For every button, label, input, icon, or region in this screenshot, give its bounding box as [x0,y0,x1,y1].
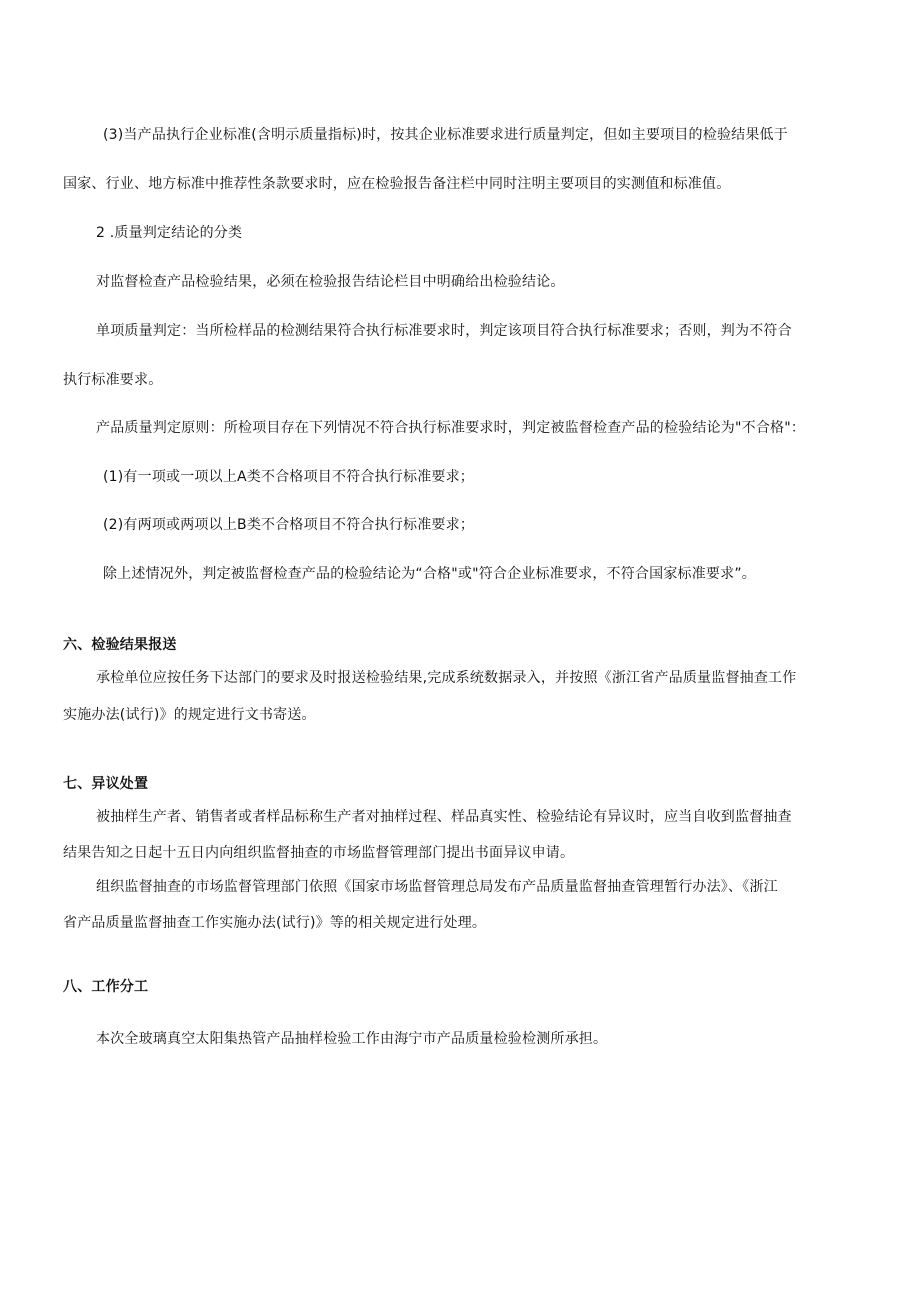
section-heading: 六、检验结果报送 [63,637,177,653]
paragraph-line: 除上述情况外，判定被监督检查产品的检验结论为“合格"或"符合企业标准要求，不符合国家标准要求”。 [103,566,756,582]
paragraph-line: 承检单位应按任务下达部门的要求及时报送检验结果,完成系统数据录入，并按照《浙江省产品质量监督抽查工作 [96,670,797,686]
list-item: (2)有两项或两项以上B类不合格项目不符合执行标准要求； [103,517,475,533]
section-heading: 七、异议处置 [63,776,149,792]
section-heading: 八、工作分工 [63,979,149,995]
paragraph-line: (3)当产品执行企业标准(含明示质量指标)时，按其企业标准要求进行质量判定，但如主要项目的检验结果低于 [103,127,788,143]
paragraph-line: 对监督检查产品检验结果，必须在检验报告结论栏目中明确给出检验结论。 [96,274,565,290]
paragraph-line: 实施办法(试行)》的规定进行文书寄送。 [63,707,316,723]
list-item: (1)有一项或一项以上A类不合格项目不符合执行标准要求； [103,469,475,485]
paragraph-line: 被抽样生产者、销售者或者样品标称生产者对抽样过程、样品真实性、检验结论有异议时，应当自收到监督抽查 [96,809,792,825]
subsection-title: 2 .质量判定结论的分类 [96,225,243,241]
paragraph-line: 产品质量判定原则：所检项目存在下列情况不符合执行标准要求时，判定被监督检查产品的检验结论为"不合格"： [96,420,806,436]
paragraph-line: 省产品质量监督抽查工作实施办法(试行)》等的相关规定进行处理。 [63,915,487,931]
paragraph-line: 单项质量判定：当所检样品的检测结果符合执行标准要求时，判定该项目符合执行标准要求；否则，判为不符合 [96,323,792,339]
paragraph-line: 结果告知之日起十五日内向组织监督抽查的市场监督管理部门提出书面异议申请。 [63,845,575,861]
paragraph-line: 组织监督抽查的市场监督管理部门依照《国家市场监督管理总局发布产品质量监督抽查管理暂行办法》、《浙江 [96,879,778,895]
paragraph-line: 执行标准要求。 [63,372,163,388]
paragraph-line: 国家、行业、地方标准中推荐性条款要求时，应在检验报告备注栏中同时注明主要项目的实测值和标准值。 [63,176,731,192]
paragraph-line: 本次全玻璃真空太阳集热管产品抽样检验工作由海宁市产品质量检验检测所承担。 [96,1031,608,1047]
